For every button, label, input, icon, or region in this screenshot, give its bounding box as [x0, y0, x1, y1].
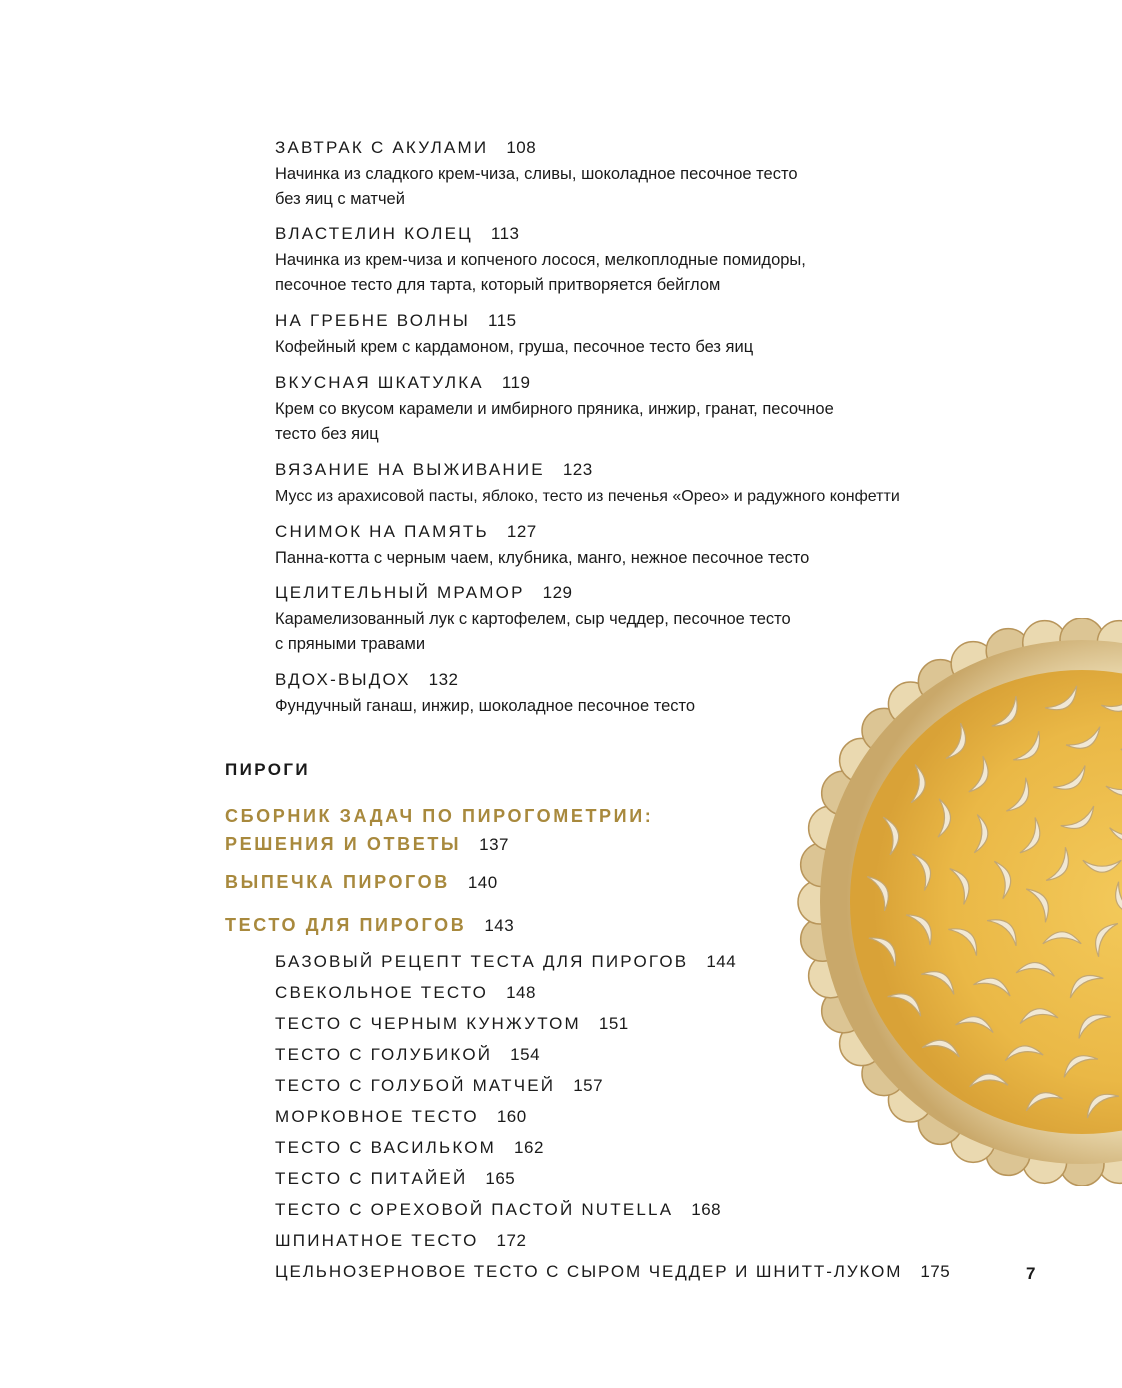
toc-entry	[275, 459, 1015, 509]
subentry-page-number: 168	[691, 1200, 722, 1219]
subentry-page-number: 154	[510, 1045, 541, 1064]
subentry-title: ТЕСТО С ЧЕРНЫМ КУНЖУТОМ	[275, 1014, 581, 1033]
toc-entry	[275, 223, 1015, 298]
chapter-title-text: РЕШЕНИЯ И ОТВЕТЫ	[225, 834, 462, 854]
entry-page-number: 119	[501, 373, 531, 392]
subentry-page-number: 160	[496, 1107, 527, 1126]
subentry-title: ШПИНАТНОЕ ТЕСТО	[275, 1231, 479, 1250]
entry-title	[275, 137, 1015, 159]
entry-title	[275, 372, 1015, 394]
toc-entry	[275, 310, 1015, 360]
subentry-title: ТЕСТО С ГОЛУБИКОЙ	[275, 1045, 493, 1064]
entry-title	[275, 310, 1015, 332]
entry-description-cont: песочное тесто для тарта, который притворяется бейглом	[275, 276, 721, 294]
entry-description: Панна-котта с черным чаем, клубника, манго, нежное песочное тесто	[275, 549, 810, 567]
toc-subentry	[275, 1013, 629, 1035]
chapter-title-text: ТЕСТО ДЛЯ ПИРОГОВ	[225, 915, 467, 935]
entry-description: Фундучный ганаш, инжир, шоколадное песочное тесто	[275, 697, 696, 715]
pie-illustration	[760, 618, 1122, 1186]
subentry-page-number: 148	[506, 983, 536, 1002]
entry-title-text: ЗАВТРАК С АКУЛАМИ	[275, 138, 489, 157]
toc-subentry	[275, 982, 536, 1004]
entry-description: Карамелизованный лук с картофелем, сыр чеддер, песочное тесто	[275, 610, 791, 628]
entry-description: Крем со вкусом карамели и имбирного пряника, инжир, гранат, песочное	[275, 400, 834, 418]
chapter-title	[225, 911, 514, 940]
chapter-title-line: СБОРНИК ЗАДАЧ ПО ПИРОГОМЕТРИИ:	[225, 806, 654, 826]
subentry-page-number: 151	[598, 1014, 629, 1033]
subentry-title: БАЗОВЫЙ РЕЦЕПТ ТЕСТА ДЛЯ ПИРОГОВ	[275, 952, 689, 971]
subentry-title: СВЕКОЛЬНОЕ ТЕСТО	[275, 983, 489, 1002]
entry-title-text: ЦЕЛИТЕЛЬНЫЙ МРАМОР	[275, 583, 525, 602]
chapter-title-line-2	[225, 830, 653, 859]
subentry-page-number: 172	[496, 1231, 527, 1250]
entry-title-text: СНИМОК НА ПАМЯТЬ	[275, 522, 489, 541]
entry-title-text: ВДОХ-ВЫДОХ	[275, 670, 411, 689]
toc-subentry	[275, 1106, 527, 1128]
subentry-title: ТЕСТО С ГОЛУБОЙ МАТЧЕЙ	[275, 1076, 556, 1095]
entry-description: Начинка из крем-чиза и копченого лосося, мелкоплодные помидоры,	[275, 251, 806, 269]
entry-description-cont: с пряными травами	[275, 635, 426, 653]
entry-page-number: 127	[506, 522, 537, 541]
subentry-page-number: 144	[706, 952, 737, 971]
entry-description-cont: без яиц с матчей	[275, 190, 405, 208]
section-heading: ПИРОГИ	[225, 760, 311, 779]
entry-title	[275, 223, 1015, 245]
entry-description: Начинка из сладкого крем-чиза, сливы, шоколадное песочное тесто	[275, 165, 798, 183]
entry-title	[275, 459, 1015, 481]
chapter-title	[225, 802, 653, 859]
entry-page-number: 123	[562, 460, 593, 479]
toc-entry	[275, 521, 1015, 571]
pie-photo	[760, 618, 1122, 1186]
page-number: 7	[1026, 1264, 1036, 1283]
chapter-page-number: 137	[479, 835, 510, 854]
chapter-page-number: 143	[484, 916, 515, 935]
chapter-page-number: 140	[467, 873, 498, 892]
entry-page-number: 108	[506, 138, 537, 157]
subentry-title: ЦЕЛЬНОЗЕРНОВОЕ ТЕСТО С СЫРОМ ЧЕДДЕР И ШНИТТ-ЛУКОМ	[275, 1262, 903, 1281]
entry-title	[275, 582, 1015, 604]
entry-description: Мусс из арахисовой пасты, яблоко, тесто из печенья «Орео» и радужного конфетти	[275, 488, 900, 505]
toc-subentry	[275, 1230, 526, 1252]
entry-title-text: ВЛАСТЕЛИН КОЛЕЦ	[275, 224, 473, 243]
toc-entry	[275, 372, 1015, 447]
toc-subentry	[275, 1137, 544, 1159]
entry-description: Кофейный крем с кардамоном, груша, песочное тесто без яиц	[275, 338, 754, 356]
entry-description-cont: тесто без яиц	[275, 425, 379, 443]
subentry-title: ТЕСТО С ПИТАЙЕЙ	[275, 1169, 468, 1188]
subentry-page-number: 165	[485, 1169, 516, 1188]
toc-subentry	[275, 951, 736, 973]
chapter-title	[225, 868, 498, 897]
entry-title-text: ВЯЗАНИЕ НА ВЫЖИВАНИЕ	[275, 460, 545, 479]
chapter-title-text: ВЫПЕЧКА ПИРОГОВ	[225, 872, 450, 892]
toc-subentry	[275, 1075, 603, 1097]
toc-subentry	[275, 1261, 950, 1283]
subentry-title: ТЕСТО С ОРЕХОВОЙ ПАСТОЙ NUTELLA	[275, 1200, 674, 1219]
entry-title	[275, 521, 1015, 543]
entry-title-text: ВКУСНАЯ ШКАТУЛКА	[275, 373, 484, 392]
entry-page-number: 132	[428, 670, 459, 689]
toc-entry	[275, 137, 1015, 212]
entry-page-number: 129	[542, 583, 573, 602]
entry-page-number: 113	[490, 224, 520, 243]
subentry-page-number: 162	[514, 1138, 544, 1157]
toc-subentry	[275, 1199, 721, 1221]
subentry-page-number: 175	[920, 1262, 951, 1281]
subentry-title: ТЕСТО С ВАСИЛЬКОМ	[275, 1138, 497, 1157]
entry-title-text: НА ГРЕБНЕ ВОЛНЫ	[275, 311, 471, 330]
toc-subentry	[275, 1044, 540, 1066]
entry-page-number: 115	[488, 311, 517, 330]
subentry-title: МОРКОВНОЕ ТЕСТО	[275, 1107, 479, 1126]
subentry-page-number: 157	[573, 1076, 604, 1095]
toc-subentry	[275, 1168, 515, 1190]
